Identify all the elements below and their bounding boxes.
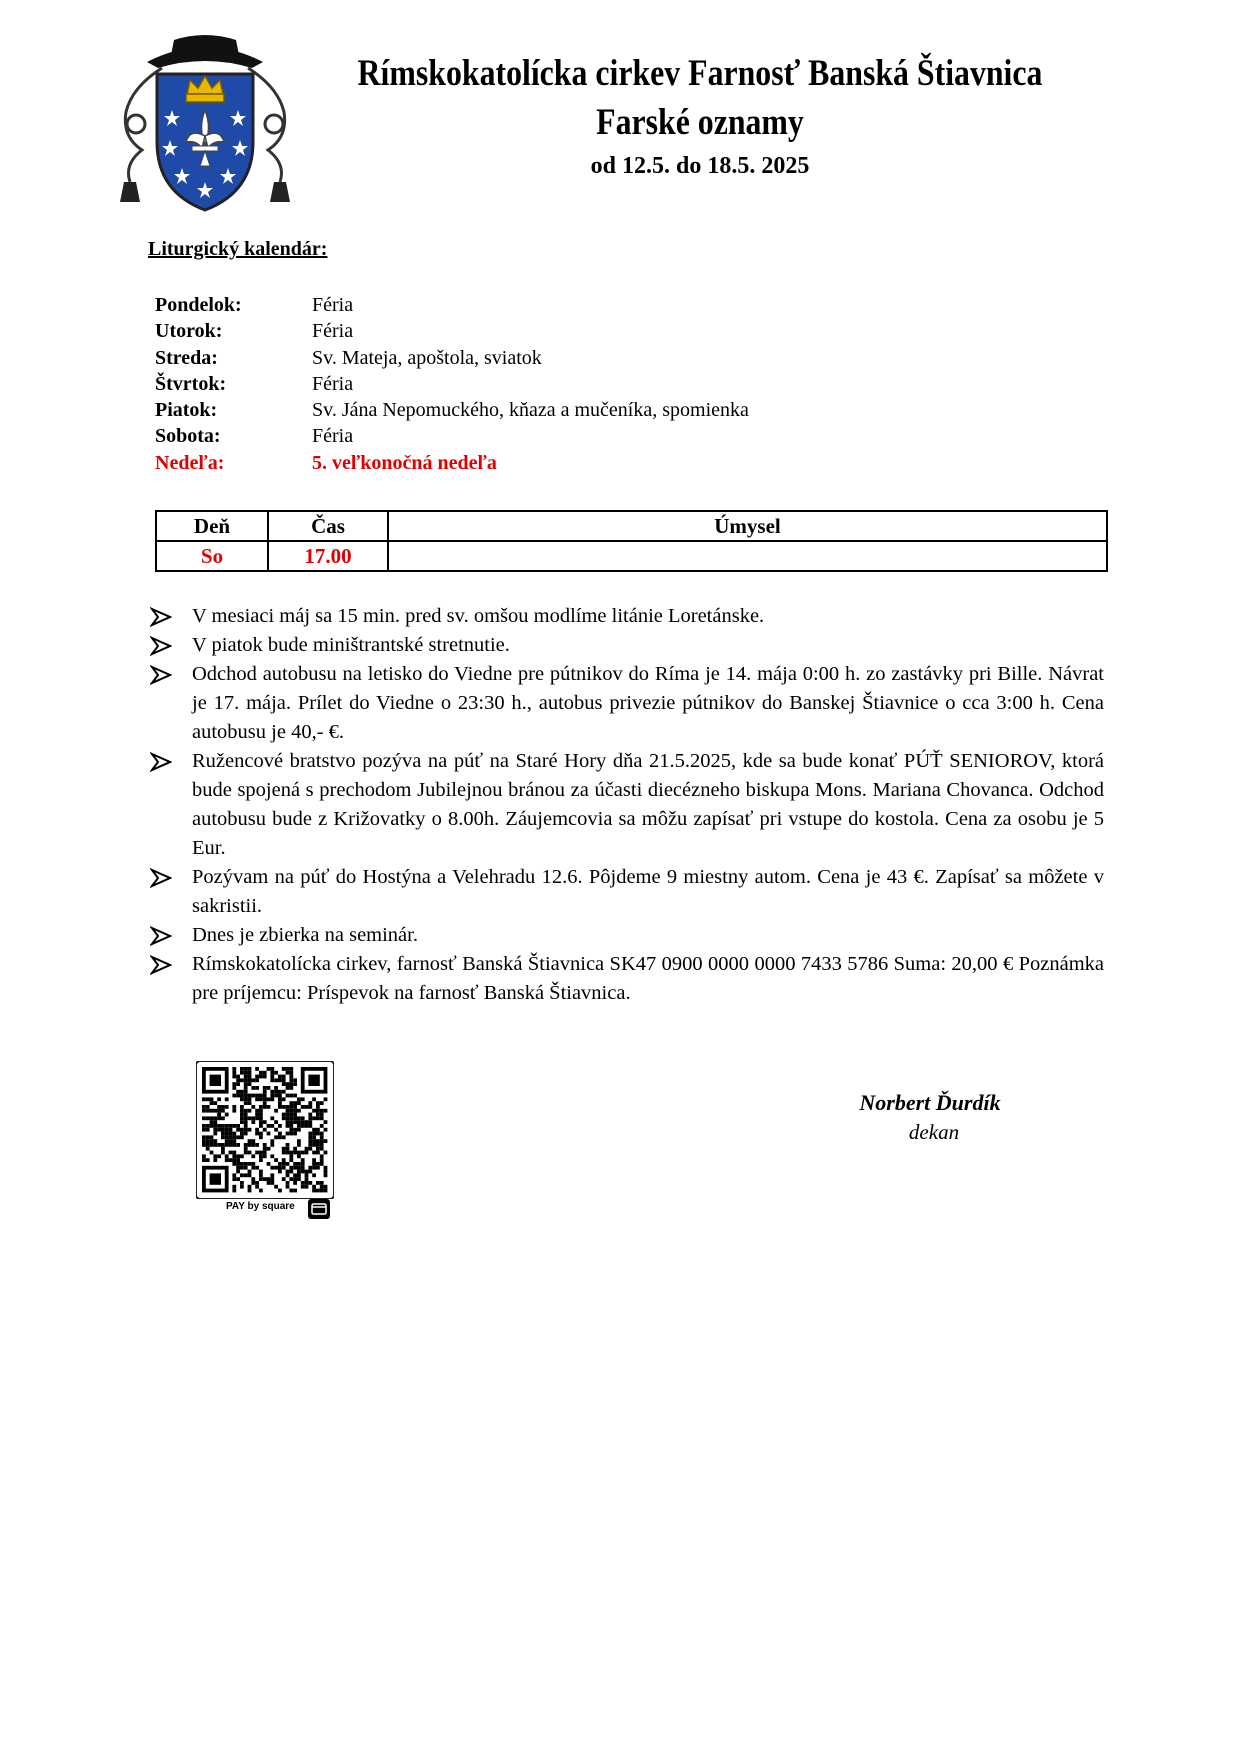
calendar-title: Liturgický kalendár: (148, 238, 328, 260)
calendar-description: 5. veľkonočná nedeľa (312, 451, 497, 474)
mass-intentions-table (155, 510, 1108, 572)
list-item (150, 631, 1104, 660)
arrow-bullet-icon (150, 631, 172, 660)
parish-name: Rímskokatolícka cirkev Farnosť Banská Štiavnica (357, 53, 1043, 94)
signatory-name: Norbert Ďurdík (859, 1090, 1001, 1115)
announcement-text: Pozývam na púť do Hostýna a Velehradu 12.6. Pôjdeme 9 miestny autom. Cena je 43 €. Zapísať sa môžete v sakristii. (192, 866, 1104, 917)
arrow-bullet-icon (150, 863, 172, 892)
table-header-row (156, 511, 1107, 541)
list-item (150, 660, 1104, 747)
qr-label: PAY by square (226, 1201, 295, 1212)
announcement-text: Rímskokatolícka cirkev, farnosť Banská Štiavnica SK47 0900 0000 0000 7433 5786 Suma: 20,00 € Poznámka pre príjemcu: Príspevok na farnosť Banská Štiavnica. (192, 953, 1104, 1004)
arrow-bullet-icon (150, 921, 172, 950)
mass-intention (388, 541, 1107, 571)
column-header-day: Deň (156, 511, 268, 541)
table-row (156, 541, 1107, 571)
calendar-description: Féria (312, 372, 354, 395)
list-item (150, 747, 1104, 863)
calendar-day: Sobota: (155, 425, 221, 448)
pay-by-square-qr (196, 1061, 334, 1221)
list-item (150, 921, 1104, 950)
announcement-text: V mesiaci máj sa 15 min. pred sv. omšou modlíme litánie Loretánske. (192, 605, 765, 627)
calendar-day: Pondelok: (155, 294, 242, 316)
calendar-description: Féria (312, 294, 354, 316)
parish-coat-of-arms (112, 32, 298, 212)
calendar-row (155, 397, 749, 423)
signatory-role: dekan (908, 1120, 960, 1144)
list-item (150, 950, 1104, 1008)
calendar-description: Féria (312, 320, 354, 343)
calendar-day: Streda: (155, 346, 218, 369)
arrow-bullet-icon (150, 660, 172, 689)
liturgical-calendar (155, 292, 749, 476)
mass-day: So (156, 541, 268, 571)
calendar-description: Féria (312, 425, 354, 448)
date-range: od 12.5. do 18.5. 2025 (590, 153, 810, 179)
calendar-day: Nedeľa: (155, 451, 225, 474)
announcement-text: V piatok bude miništrantské stretnutie. (192, 634, 510, 656)
calendar-row (155, 423, 749, 449)
document-header (300, 48, 1100, 182)
arrow-bullet-icon (150, 747, 172, 776)
calendar-row-sunday (155, 450, 749, 476)
calendar-row (155, 318, 749, 344)
calendar-row (155, 371, 749, 397)
list-item (150, 602, 1104, 631)
calendar-day: Utorok: (155, 320, 223, 343)
signature-block (820, 1088, 1040, 1146)
announcement-text: Odchod autobusu na letisko do Viedne pre pútnikov do Ríma je 14. mája 0:00 h. zo zastávky pri Bille. Návrat je 17. mája. Prílet do Viedne o 23:30 h., autobus privezie pútnikov do Banskej Štiavnice o cca 3:00 h. Cena autobusu je 40,- €. (192, 663, 1104, 743)
column-header-intention: Úmysel (388, 511, 1107, 541)
card-payment-icon (308, 1199, 330, 1219)
calendar-description: Sv. Mateja, apoštola, sviatok (312, 346, 542, 369)
column-header-time: Čas (268, 511, 388, 541)
qr-code-icon (196, 1061, 334, 1199)
arrow-bullet-icon (150, 602, 172, 631)
mass-time: 17.00 (268, 541, 388, 571)
calendar-row (155, 292, 749, 318)
list-item (150, 863, 1104, 921)
announcements-list (150, 602, 1104, 1008)
announcement-text: Ružencové bratstvo pozýva na púť na Staré Hory dňa 21.5.2025, kde sa bude konať PÚŤ SENIOROV, ktorá bude spojená s prechodom Jubilejnou bránou za účasti diecézneho biskupa Mons. Mariana Chovanca. Odchod autobusu bude z Križovatky o 8.00h. Záujemcovia sa môžu zapísať pri vstupe do kostola. Cena za osobu je 5 Eur. (192, 750, 1104, 859)
announcement-text: Dnes je zbierka na seminár. (192, 924, 418, 946)
calendar-row (155, 345, 749, 371)
calendar-day: Štvrtok: (155, 372, 227, 395)
calendar-description: Sv. Jána Nepomuckého, kňaza a mučeníka, spomienka (312, 399, 749, 422)
calendar-day: Piatok: (155, 399, 218, 422)
arrow-bullet-icon (150, 950, 172, 979)
document-title: Farské oznamy (596, 102, 804, 143)
